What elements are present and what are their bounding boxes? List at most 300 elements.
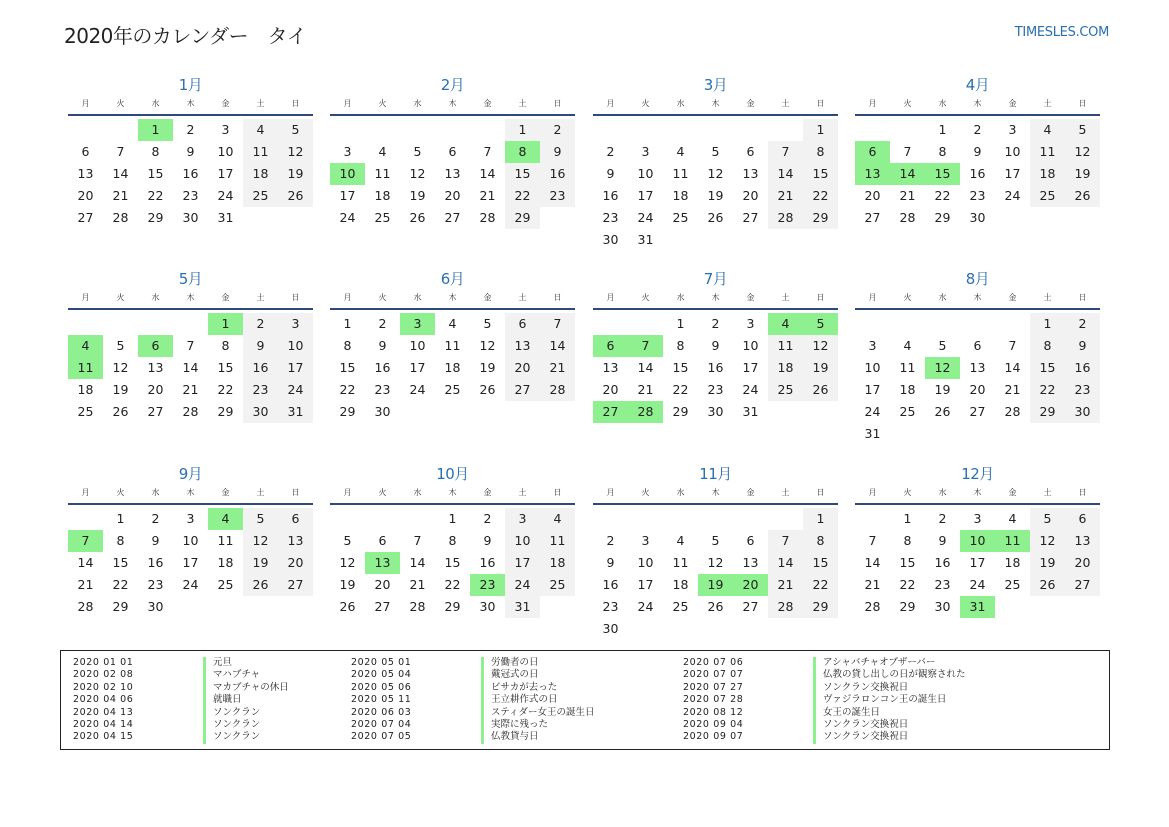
day-cell: 9 (483, 533, 492, 548)
holiday-day-cell: 7 (68, 530, 103, 552)
month-name: 8月 (965, 270, 990, 288)
weekday-label: 土 (518, 293, 527, 302)
day-cell: 27 (864, 210, 881, 225)
day-cell: 15 (339, 360, 356, 375)
day-cell: 29 (339, 404, 356, 419)
day-cell: 15 (672, 360, 689, 375)
day-cell: 30 (374, 404, 391, 419)
day-cell: 30 (969, 210, 986, 225)
holiday-name: 仏教の貸し出しの日が観察された (813, 669, 966, 681)
day-cell: 10 (742, 338, 759, 353)
empty-cell (330, 119, 365, 141)
day-cell: 29 (217, 404, 234, 419)
holiday-date: 2020 07 06 (683, 657, 744, 668)
weekday-label: 金 (746, 99, 755, 108)
weekend-day-cell: 12 (278, 141, 313, 163)
day-cell: 9 (606, 555, 615, 570)
day-cell: 7 (186, 338, 195, 353)
day-cell: 10 (864, 360, 881, 375)
day-cell: 10 (637, 166, 654, 181)
weekend-day-cell: 29 (803, 207, 838, 229)
weekend-day-cell: 22 (803, 574, 838, 596)
weekend-day-cell: 26 (1065, 185, 1100, 207)
weekend-day-cell: 3 (278, 313, 313, 335)
weekday-label: 金 (746, 293, 755, 302)
day-cell: 6 (973, 338, 982, 353)
day-cell: 13 (444, 166, 461, 181)
weekday-label: 月 (81, 99, 90, 108)
day-cell: 29 (899, 599, 916, 614)
holiday-date: 2020 04 13 (73, 706, 134, 718)
weekend-day-cell: 2 (540, 119, 575, 141)
holiday-name: ソンクラン交換祝日 (813, 731, 908, 743)
weekday-label: 日 (291, 99, 300, 108)
day-cell: 8 (343, 338, 352, 353)
day-cell: 8 (903, 533, 912, 548)
day-cell: 18 (374, 188, 391, 203)
holiday-date: 2020 09 07 (683, 731, 744, 743)
weekend-day-cell: 11 (243, 141, 278, 163)
holiday-day-cell: 11 (68, 357, 103, 379)
day-cell: 3 (186, 511, 195, 526)
weekday-label: 水 (413, 488, 422, 497)
weekend-day-cell: 12 (803, 335, 838, 357)
day-cell: 30 (602, 621, 619, 636)
empty-cell (68, 313, 103, 335)
day-cell: 28 (409, 599, 426, 614)
empty-cell (68, 508, 103, 530)
holiday-day-cell: 19 (698, 574, 733, 596)
weekend-day-cell: 28 (768, 207, 803, 229)
weekday-label: 木 (186, 488, 195, 497)
weekend-day-cell: 12 (1065, 141, 1100, 163)
holiday-day-cell: 4 (768, 313, 803, 335)
day-cell: 26 (112, 404, 129, 419)
weekday-label: 水 (676, 488, 685, 497)
day-cell: 25 (77, 404, 94, 419)
weekday-label: 日 (816, 488, 825, 497)
empty-cell (593, 508, 628, 530)
weekend-day-cell: 18 (768, 357, 803, 379)
weekend-day-cell: 13 (505, 335, 540, 357)
holiday-day-cell: 10 (330, 163, 365, 185)
day-cell: 16 (707, 360, 724, 375)
day-cell: 27 (374, 599, 391, 614)
weekend-day-cell: 24 (278, 379, 313, 401)
day-cell: 7 (903, 144, 912, 159)
weekday-label: 火 (641, 488, 650, 497)
holiday-name: 王立耕作式の日 (481, 694, 558, 706)
day-cell: 28 (864, 599, 881, 614)
weekday-label: 火 (378, 293, 387, 302)
weekend-day-cell: 13 (1065, 530, 1100, 552)
day-cell: 11 (672, 166, 689, 181)
day-cell: 17 (637, 577, 654, 592)
day-cell: 24 (409, 382, 426, 397)
day-cell: 31 (864, 426, 881, 441)
day-cell: 24 (1004, 188, 1021, 203)
day-cell: 19 (934, 382, 951, 397)
day-cell: 24 (864, 404, 881, 419)
day-cell: 30 (934, 599, 951, 614)
empty-cell (628, 508, 663, 530)
day-grid (68, 119, 313, 229)
weekend-day-cell: 9 (1065, 335, 1100, 357)
weekend-day-cell: 14 (540, 335, 575, 357)
holiday-day-cell: 28 (628, 401, 663, 423)
weekday-label: 月 (868, 293, 877, 302)
weekday-label: 木 (186, 293, 195, 302)
day-cell: 11 (444, 338, 461, 353)
empty-cell (768, 119, 803, 141)
day-cell: 8 (448, 533, 457, 548)
weekend-day-cell: 25 (1030, 185, 1065, 207)
month-name: 4月 (965, 76, 990, 94)
empty-cell (995, 313, 1030, 335)
day-cell: 22 (112, 577, 129, 592)
empty-cell (628, 313, 663, 335)
day-cell: 16 (147, 555, 164, 570)
weekday-label: 金 (221, 99, 230, 108)
day-cell: 15 (217, 360, 234, 375)
day-cell: 10 (409, 338, 426, 353)
weekend-day-cell: 7 (768, 530, 803, 552)
day-cell: 17 (742, 360, 759, 375)
empty-cell (855, 119, 890, 141)
empty-cell (733, 508, 768, 530)
day-cell: 15 (444, 555, 461, 570)
day-cell: 12 (112, 360, 129, 375)
weekend-day-cell: 20 (505, 357, 540, 379)
day-cell: 10 (637, 555, 654, 570)
holiday-date: 2020 04 14 (73, 718, 134, 730)
day-cell: 3 (641, 533, 650, 548)
day-cell: 7 (413, 533, 422, 548)
day-cell: 25 (217, 577, 234, 592)
empty-cell (103, 119, 138, 141)
day-cell: 29 (444, 599, 461, 614)
weekday-label: 日 (816, 99, 825, 108)
holiday-day-cell: 27 (593, 401, 628, 423)
weekend-day-cell: 14 (768, 163, 803, 185)
month-block (68, 75, 313, 229)
day-cell: 23 (707, 382, 724, 397)
weekday-label: 月 (868, 488, 877, 497)
day-grid (593, 119, 838, 251)
day-cell: 21 (864, 577, 881, 592)
empty-cell (733, 119, 768, 141)
holiday-name: 元旦 (203, 657, 232, 669)
empty-cell (138, 313, 173, 335)
day-cell: 18 (217, 555, 234, 570)
weekend-day-cell: 15 (505, 163, 540, 185)
weekend-day-cell: 20 (1065, 552, 1100, 574)
site-logo[interactable]: TIMESLES.COM (1014, 25, 1109, 40)
empty-cell (103, 313, 138, 335)
day-cell: 22 (934, 188, 951, 203)
day-cell: 23 (602, 599, 619, 614)
weekday-label: 水 (151, 99, 160, 108)
weekend-day-cell: 22 (803, 185, 838, 207)
day-cell: 16 (374, 360, 391, 375)
month-block (855, 75, 1100, 229)
day-cell: 18 (444, 360, 461, 375)
day-cell: 3 (221, 122, 230, 137)
month-name: 6月 (440, 270, 465, 288)
weekend-day-cell: 16 (243, 357, 278, 379)
day-cell: 5 (413, 144, 422, 159)
month-name: 2月 (440, 76, 465, 94)
day-cell: 28 (112, 210, 129, 225)
day-cell: 25 (672, 210, 689, 225)
day-cell: 2 (711, 316, 720, 331)
day-cell: 5 (938, 338, 947, 353)
empty-cell (663, 119, 698, 141)
day-cell: 6 (746, 144, 755, 159)
day-cell: 14 (479, 166, 496, 181)
holiday-name: 実際に残った (481, 719, 548, 731)
weekend-day-cell: 30 (1065, 401, 1100, 423)
day-cell: 2 (186, 122, 195, 137)
day-cell: 20 (742, 188, 759, 203)
day-cell: 30 (602, 232, 619, 247)
weekday-label: 火 (116, 293, 125, 302)
weekday-label: 水 (151, 488, 160, 497)
weekday-label: 金 (483, 488, 492, 497)
day-cell: 20 (444, 188, 461, 203)
holiday-day-cell: 15 (925, 163, 960, 185)
day-cell: 9 (606, 166, 615, 181)
holiday-day-cell: 4 (208, 508, 243, 530)
day-cell: 9 (938, 533, 947, 548)
day-cell: 31 (637, 232, 654, 247)
empty-cell (400, 508, 435, 530)
weekend-day-cell: 4 (1030, 119, 1065, 141)
holiday-date: 2020 05 06 (351, 681, 412, 693)
day-cell: 10 (182, 533, 199, 548)
month-name: 11月 (699, 465, 732, 483)
weekday-label: 月 (606, 488, 615, 497)
holiday-date: 2020 04 06 (73, 694, 134, 706)
day-cell: 18 (672, 577, 689, 592)
empty-cell (855, 508, 890, 530)
holiday-date: 2020 07 05 (351, 731, 412, 743)
day-cell: 7 (483, 144, 492, 159)
weekend-day-cell: 17 (278, 357, 313, 379)
weekend-day-cell: 1 (803, 508, 838, 530)
weekday-label: 木 (186, 99, 195, 108)
weekday-label: 火 (641, 293, 650, 302)
weekend-day-cell: 6 (505, 313, 540, 335)
weekday-header (68, 292, 313, 310)
weekend-day-cell: 15 (803, 163, 838, 185)
day-cell: 8 (151, 144, 160, 159)
weekend-day-cell: 11 (768, 335, 803, 357)
weekend-day-cell: 12 (1030, 530, 1065, 552)
day-cell: 20 (147, 382, 164, 397)
day-cell: 8 (938, 144, 947, 159)
weekend-day-cell: 4 (243, 119, 278, 141)
weekday-header (593, 487, 838, 505)
month-block (855, 464, 1100, 618)
weekend-day-cell: 3 (505, 508, 540, 530)
day-cell: 27 (77, 210, 94, 225)
day-cell: 3 (746, 316, 755, 331)
day-cell: 9 (151, 533, 160, 548)
day-cell: 1 (116, 511, 125, 526)
weekend-day-cell: 5 (1030, 508, 1065, 530)
empty-cell (663, 508, 698, 530)
weekend-day-cell: 14 (768, 552, 803, 574)
weekend-day-cell: 26 (803, 379, 838, 401)
weekend-day-cell: 23 (540, 185, 575, 207)
weekend-day-cell: 10 (505, 530, 540, 552)
weekday-label: 木 (448, 293, 457, 302)
holiday-date: 2020 01 01 (73, 657, 134, 668)
day-cell: 23 (182, 188, 199, 203)
day-cell: 13 (742, 166, 759, 181)
weekend-day-cell: 5 (243, 508, 278, 530)
holiday-day-cell: 11 (995, 530, 1030, 552)
day-cell: 2 (483, 511, 492, 526)
weekday-label: 日 (1078, 293, 1087, 302)
weekday-label: 日 (816, 293, 825, 302)
weekday-label: 月 (343, 293, 352, 302)
month-block (68, 269, 313, 423)
day-cell: 23 (147, 577, 164, 592)
day-cell: 3 (868, 338, 877, 353)
weekday-label: 月 (343, 99, 352, 108)
day-cell: 17 (339, 188, 356, 203)
weekend-day-cell: 27 (278, 574, 313, 596)
weekend-day-cell: 8 (803, 141, 838, 163)
weekday-label: 月 (606, 293, 615, 302)
day-cell: 3 (1008, 122, 1017, 137)
month-block (330, 269, 575, 423)
day-cell: 21 (1004, 382, 1021, 397)
day-cell: 8 (116, 533, 125, 548)
month-name: 12月 (961, 465, 994, 483)
weekday-label: 金 (483, 99, 492, 108)
holiday-day-cell: 23 (470, 574, 505, 596)
day-cell: 29 (112, 599, 129, 614)
weekday-label: 土 (781, 488, 790, 497)
day-cell: 5 (116, 338, 125, 353)
weekday-label: 日 (553, 99, 562, 108)
empty-cell (400, 119, 435, 141)
month-name: 9月 (178, 465, 203, 483)
weekday-label: 水 (938, 488, 947, 497)
day-cell: 16 (479, 555, 496, 570)
holiday-name: 労働者の日 (481, 657, 539, 669)
empty-cell (435, 119, 470, 141)
weekend-day-cell: 27 (1065, 574, 1100, 596)
day-cell: 24 (969, 577, 986, 592)
weekday-label: 土 (1043, 293, 1052, 302)
day-cell: 1 (448, 511, 457, 526)
weekday-label: 土 (256, 99, 265, 108)
weekend-day-cell: 9 (243, 335, 278, 357)
day-cell: 17 (217, 166, 234, 181)
day-cell: 26 (339, 599, 356, 614)
day-cell: 28 (479, 210, 496, 225)
day-cell: 19 (707, 188, 724, 203)
empty-cell (593, 313, 628, 335)
day-cell: 9 (711, 338, 720, 353)
holiday-date: 2020 04 15 (73, 731, 134, 743)
day-cell: 19 (112, 382, 129, 397)
day-cell: 2 (606, 533, 615, 548)
day-cell: 16 (602, 577, 619, 592)
weekday-label: 火 (116, 99, 125, 108)
day-cell: 31 (742, 404, 759, 419)
weekday-label: 月 (81, 488, 90, 497)
month-block (593, 75, 838, 251)
day-cell: 22 (147, 188, 164, 203)
day-cell: 25 (899, 404, 916, 419)
month-block (593, 269, 838, 423)
weekday-label: 土 (518, 99, 527, 108)
weekday-header (68, 487, 313, 505)
weekend-day-cell: 23 (1065, 379, 1100, 401)
day-grid (593, 508, 838, 640)
weekend-day-cell: 17 (505, 552, 540, 574)
weekend-day-cell: 16 (1065, 357, 1100, 379)
weekend-day-cell: 26 (243, 574, 278, 596)
empty-cell (925, 313, 960, 335)
empty-cell (890, 313, 925, 335)
month-block (330, 75, 575, 229)
weekday-label: 月 (343, 488, 352, 497)
day-cell: 11 (899, 360, 916, 375)
day-cell: 5 (343, 533, 352, 548)
day-cell: 29 (934, 210, 951, 225)
weekday-label: 火 (903, 488, 912, 497)
weekend-day-cell: 21 (768, 185, 803, 207)
weekend-day-cell: 19 (1065, 163, 1100, 185)
day-cell: 26 (479, 382, 496, 397)
day-cell: 11 (217, 533, 234, 548)
weekday-label: 日 (1078, 99, 1087, 108)
day-cell: 2 (606, 144, 615, 159)
day-cell: 1 (938, 122, 947, 137)
weekday-label: 火 (116, 488, 125, 497)
day-cell: 30 (707, 404, 724, 419)
weekday-header (593, 292, 838, 310)
day-cell: 17 (864, 382, 881, 397)
weekday-label: 火 (641, 99, 650, 108)
weekday-header (330, 98, 575, 116)
holiday-name: 戴冠式の日 (481, 669, 539, 681)
day-cell: 16 (602, 188, 619, 203)
day-cell: 4 (676, 533, 685, 548)
weekday-label: 水 (676, 293, 685, 302)
day-cell: 21 (409, 577, 426, 592)
day-cell: 30 (147, 599, 164, 614)
weekday-label: 木 (973, 99, 982, 108)
weekday-header (330, 487, 575, 505)
day-cell: 7 (868, 533, 877, 548)
day-cell: 24 (742, 382, 759, 397)
day-cell: 27 (969, 404, 986, 419)
day-cell: 1 (343, 316, 352, 331)
day-cell: 7 (1008, 338, 1017, 353)
day-cell: 2 (378, 316, 387, 331)
holiday-name: マハブチャ (203, 669, 260, 681)
holiday-name: スティダー女王の誕生日 (481, 707, 595, 719)
weekday-label: 土 (256, 488, 265, 497)
day-cell: 26 (707, 599, 724, 614)
